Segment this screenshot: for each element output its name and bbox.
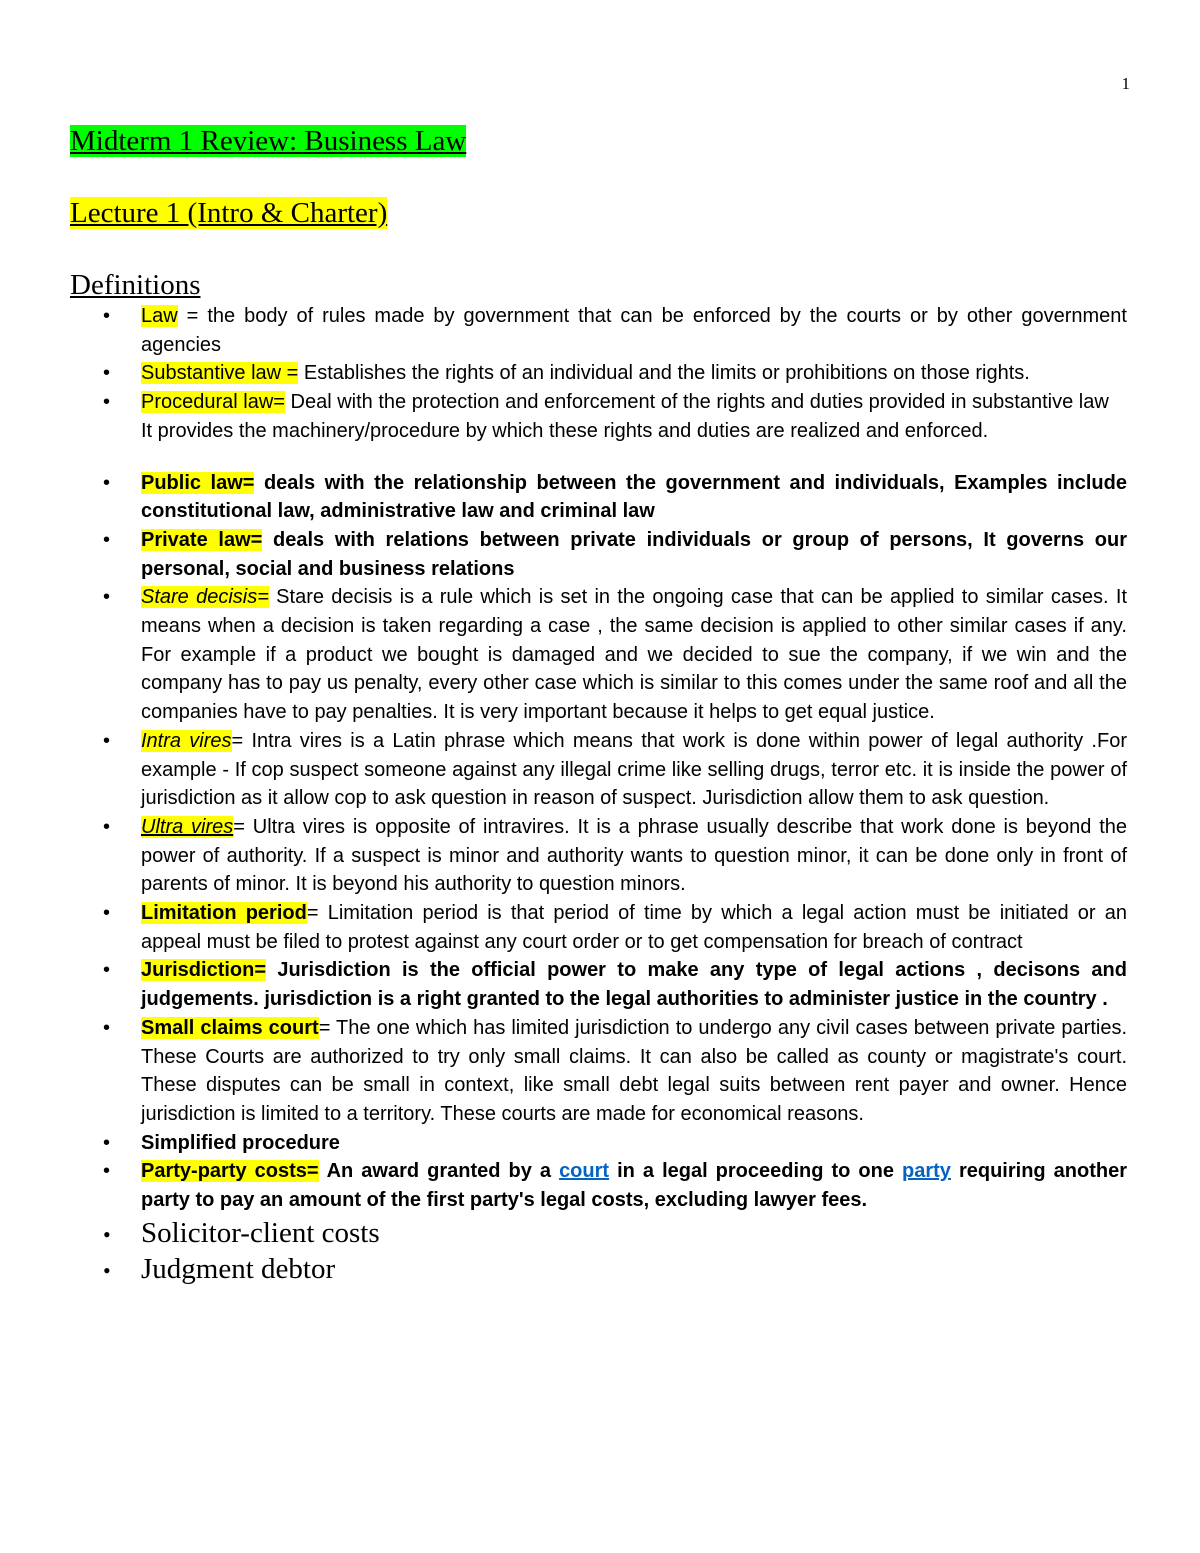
term: Simplified procedure <box>141 1131 340 1154</box>
definition-text: Deal with the protection and enforcement of the rights and duties provided in substantive law <box>290 391 1109 414</box>
term: Ultra vires <box>141 815 234 838</box>
bullet-icon: • <box>103 391 111 414</box>
term: Substantive law = <box>141 362 299 385</box>
term: Limitation period <box>141 902 307 925</box>
definition-text: in a legal proceeding to one <box>609 1160 903 1183</box>
bullet-icon: • <box>103 1160 111 1183</box>
list-item <box>103 727 1127 813</box>
definition-text: Stare decisis is a rule which is set in the ongoing case that can be applied to similar cases. It means when a decision is taken regarding a case , the same decision is applied to other similar cases if any. For example if a product we bought is damaged and we decided to sue the company, if we win and the company has to pay us penalty, every other case which is similar to this comes under the same roof and all the companies have to pay penalties. It is very important because it helps to get equal justice. <box>141 586 1128 724</box>
list-item <box>103 1014 1128 1129</box>
list-item <box>103 469 1127 526</box>
list-item <box>103 526 1128 583</box>
page-number: 1 <box>1121 74 1130 93</box>
list-item <box>103 1215 1127 1251</box>
document-title <box>70 124 466 158</box>
term: Private law= <box>141 528 263 551</box>
section-heading: Definitions <box>70 269 201 301</box>
definition-extra: It provides the machinery/procedure by which these rights and duties are realized and enforced. <box>141 419 989 442</box>
bullet-icon: • <box>103 528 111 551</box>
document-title-text: Midterm 1 Review: Business Law <box>70 125 467 157</box>
definition-text: An award granted by a <box>326 1160 560 1183</box>
bullet-icon: • <box>103 1131 111 1154</box>
bullet-icon: • <box>103 1016 111 1039</box>
term: Law <box>141 305 178 327</box>
term: Stare decisis= <box>141 586 269 609</box>
list-item <box>103 813 1127 899</box>
separator <box>262 529 273 551</box>
bullet-icon: • <box>103 471 111 494</box>
separator: = <box>306 902 328 925</box>
list-item <box>103 1129 1127 1158</box>
term: Judgment debtor <box>141 1252 336 1285</box>
list-item <box>103 1157 1128 1214</box>
separator <box>266 959 277 981</box>
separator: = <box>231 729 252 752</box>
definition-text: Intra vires is a Latin phrase which means that work is done within power of legal authority .For example - If cop suspect someone against any illegal crime like selling drugs, terror etc. it is inside the power of jurisdiction as it allow cop to ask question in reason of suspect. Jurisdiction allow them to ask question. <box>141 729 1127 810</box>
list-item <box>103 359 1127 388</box>
term: Party-party costs= <box>141 1160 319 1183</box>
term: Public law= <box>141 471 255 494</box>
definition-text: deals with the relationship between the government and individuals, Examples include constitutional law, administrative law and criminal law <box>141 471 1127 523</box>
bullet-icon: • <box>103 1257 111 1283</box>
spacer <box>141 446 1127 469</box>
definition-text: Limitation period is that period of time by which a legal action must be initiated or an appeal must be filed to protest against any court order or to get compensation for breach of contract <box>141 902 1128 953</box>
separator <box>254 472 264 494</box>
list-item <box>103 899 1128 956</box>
definition-text: The one which has limited jurisdiction to undergo any civil cases between private parties. These Courts are authorized to try only small claims. It can also be called as county or magistrate's court. These disputes can be small in context, like small debt legal suits between rent payer and owner. Hence jurisdiction is limited to a territory. These courts are made for economical reasons. <box>141 1016 1128 1125</box>
bullet-icon: • <box>103 815 111 838</box>
lecture-heading-text: Lecture 1 (Intro & Charter) <box>70 197 388 229</box>
bullet-icon: • <box>103 305 111 327</box>
bullet-icon: • <box>103 1221 111 1247</box>
list-item <box>103 1251 1127 1287</box>
definitions-list <box>0 302 1127 1287</box>
bullet-icon: • <box>103 729 111 752</box>
term: Jurisdiction= <box>141 959 267 982</box>
bullet-icon: • <box>103 959 111 982</box>
list-item <box>103 956 1127 1013</box>
court-link[interactable]: court <box>559 1160 610 1183</box>
separator: = <box>177 305 208 327</box>
lecture-heading <box>70 196 387 230</box>
separator: = <box>318 1016 337 1039</box>
bullet-icon: • <box>103 362 111 385</box>
term: Intra vires <box>141 729 232 752</box>
definition-text: requiring another party to pay an amount of the first party's legal costs, excluding lawyer fees. <box>141 1160 1128 1212</box>
definition-text: Establishes the rights of an individual and the limits or prohibitions on those rights. <box>303 362 1030 385</box>
term: Small claims court <box>141 1016 319 1039</box>
term: Procedural law= <box>141 391 285 414</box>
list-item <box>103 302 1127 359</box>
definition-text: the body of rules made by government that can be enforced by the courts or by other government agencies <box>141 305 1127 356</box>
party-link[interactable]: party <box>902 1160 951 1183</box>
term: Solicitor-client costs <box>141 1216 380 1249</box>
separator <box>319 1160 327 1182</box>
definition-text: Jurisdiction is the official power to make any type of legal actions , decisons and judgements. jurisdiction is a right granted to the legal authorities to administer justice in the country . <box>141 959 1127 1011</box>
definition-text: deals with relations between private individuals or group of persons, It governs our personal, social and business relations <box>141 528 1128 580</box>
list-item <box>103 583 1128 727</box>
bullet-icon: • <box>103 902 111 925</box>
separator: = <box>233 815 253 838</box>
bullet-icon: • <box>103 586 111 609</box>
definition-text: Ultra vires is opposite of intravires. It is a phrase usually describe that work done is beyond the power of authority. If a suspect is minor and authority wants to question minor, it can be done only in front of parents of minor. It is beyond his authority to question minors. <box>141 815 1127 896</box>
list-item <box>103 388 1127 445</box>
